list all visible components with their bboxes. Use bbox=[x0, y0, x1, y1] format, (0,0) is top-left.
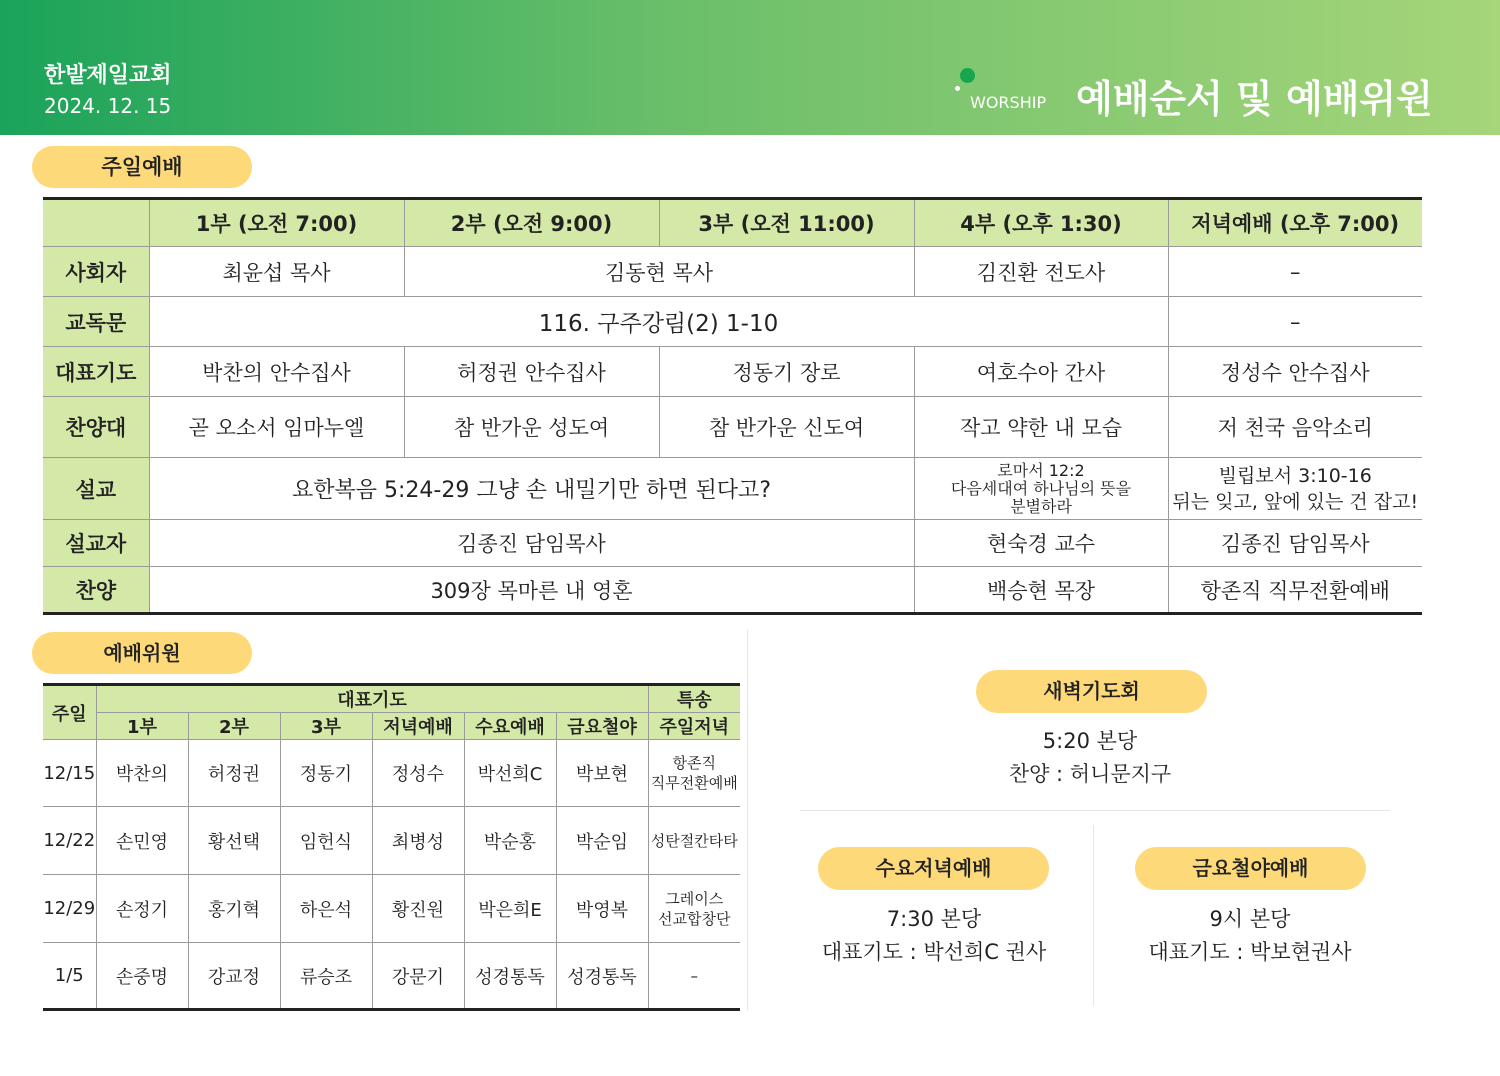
cell: 박선희C bbox=[464, 740, 556, 807]
cell: 홍기혁 bbox=[188, 875, 280, 943]
row-label-reading: 교독문 bbox=[43, 297, 149, 347]
row-date: 12/29 bbox=[43, 875, 96, 943]
sermon-5-line-2: 뒤는 잊고, 앞에 있는 건 잡고! bbox=[1172, 490, 1419, 513]
header-sunday: 주일 bbox=[43, 685, 96, 740]
preacher-cell: 김종진 담임목사 bbox=[1168, 520, 1422, 567]
header-prayer: 대표기도 bbox=[96, 685, 648, 713]
friday-line-1: 9시 본당 bbox=[1209, 907, 1291, 931]
preacher-cell: 현숙경 교수 bbox=[914, 520, 1168, 567]
row-label-prayer: 대표기도 bbox=[43, 347, 149, 397]
sermon-4-line-1: 로마서 12:2 bbox=[997, 460, 1085, 480]
cell: 최병성 bbox=[372, 807, 464, 875]
special-line-2: 직무전환예배 bbox=[650, 774, 738, 792]
cell: 임헌식 bbox=[280, 807, 372, 875]
cell: 성경통독 bbox=[556, 943, 648, 1010]
cell: 박영복 bbox=[556, 875, 648, 943]
special-cell bbox=[648, 875, 740, 943]
table-row bbox=[43, 943, 740, 1010]
cell: 강문기 bbox=[372, 943, 464, 1010]
table-row bbox=[43, 875, 740, 943]
table-row bbox=[43, 740, 740, 807]
sub-header: 수요예배 bbox=[464, 713, 556, 740]
prayer-cell: 정동기 장로 bbox=[659, 347, 914, 397]
choir-cell: 참 반가운 신도여 bbox=[659, 397, 914, 458]
presider-cell: 최윤섭 목사 bbox=[149, 247, 404, 297]
wednesday-info bbox=[784, 903, 1084, 969]
sunday-worship-table bbox=[43, 197, 1422, 615]
row-label-sermon: 설교 bbox=[43, 458, 149, 520]
choir-cell: 작고 약한 내 모습 bbox=[914, 397, 1168, 458]
special-cell bbox=[648, 807, 740, 875]
col-header-3: 3부 (오전 11:00) bbox=[659, 199, 914, 247]
cell: 허정권 bbox=[188, 740, 280, 807]
green-dot-icon bbox=[960, 68, 975, 83]
cell: 황진원 bbox=[372, 875, 464, 943]
sunday-worship-pill: 주일예배 bbox=[32, 146, 252, 188]
header-banner bbox=[0, 0, 1500, 135]
friday-info bbox=[1100, 903, 1400, 969]
cell: 황선택 bbox=[188, 807, 280, 875]
cell: 손민영 bbox=[96, 807, 188, 875]
dawn-prayer-pill: 새벽기도회 bbox=[976, 670, 1207, 713]
special-line-1: 성탄절칸타타 bbox=[650, 831, 738, 850]
col-header-1: 1부 (오전 7:00) bbox=[149, 199, 404, 247]
sub-header: 1부 bbox=[96, 713, 188, 740]
cell: 하은석 bbox=[280, 875, 372, 943]
worship-staff-table bbox=[43, 683, 740, 1011]
choir-cell: 저 천국 음악소리 bbox=[1168, 397, 1422, 458]
dawn-line-1: 5:20 본당 bbox=[1042, 729, 1138, 753]
church-name: 한밭제일교회 bbox=[44, 63, 172, 88]
hymn-cell: 309장 목마른 내 영혼 bbox=[149, 567, 914, 614]
choir-cell: 곧 오소서 임마누엘 bbox=[149, 397, 404, 458]
corner-cell bbox=[43, 199, 149, 247]
cell: 박보현 bbox=[556, 740, 648, 807]
bulletin-date: 2024. 12. 15 bbox=[44, 94, 172, 118]
cell: 성경통독 bbox=[464, 943, 556, 1010]
hymn-cell: 항존직 직무전환예배 bbox=[1168, 567, 1422, 614]
wednesday-worship-pill: 수요저녁예배 bbox=[818, 847, 1049, 890]
sermon-4-line-2: 다음세대여 하나님의 뜻을 bbox=[950, 478, 1132, 498]
cell: 박찬의 bbox=[96, 740, 188, 807]
row-label-preacher: 설교자 bbox=[43, 520, 149, 567]
cell: 박순임 bbox=[556, 807, 648, 875]
cell: 정성수 bbox=[372, 740, 464, 807]
cell: 박순홍 bbox=[464, 807, 556, 875]
hymn-cell: 백승현 목장 bbox=[914, 567, 1168, 614]
col-header-4: 4부 (오후 1:30) bbox=[914, 199, 1168, 247]
row-date: 12/15 bbox=[43, 740, 96, 807]
col-header-2: 2부 (오전 9:00) bbox=[404, 199, 659, 247]
white-dot-icon bbox=[955, 86, 960, 91]
sermon-cell: 요한복음 5:24-29 그냥 손 내밀기만 하면 된다고? bbox=[149, 458, 914, 520]
friday-line-2: 대표기도 : 박보현권사 bbox=[1148, 940, 1352, 964]
row-label-presider: 사회자 bbox=[43, 247, 149, 297]
friday-worship-pill: 금요철야예배 bbox=[1135, 847, 1366, 890]
wednesday-line-2: 대표기도 : 박선희C 권사 bbox=[821, 940, 1047, 964]
cell: 강교정 bbox=[188, 943, 280, 1010]
cell: 정동기 bbox=[280, 740, 372, 807]
sermon-5-line-1: 빌립보서 3:10-16 bbox=[1218, 464, 1372, 487]
reading-cell: – bbox=[1168, 297, 1422, 347]
dawn-line-2: 찬양 : 허니문지구 bbox=[1008, 762, 1172, 786]
sub-header: 3부 bbox=[280, 713, 372, 740]
worship-label: WORSHIP bbox=[970, 93, 1047, 112]
vertical-divider bbox=[1093, 825, 1094, 1005]
cell: 손정기 bbox=[96, 875, 188, 943]
sub-header: 2부 bbox=[188, 713, 280, 740]
presider-cell: 김동현 목사 bbox=[404, 247, 914, 297]
vertical-divider bbox=[747, 630, 748, 1010]
page-title: 예배순서 및 예배위원 bbox=[1076, 77, 1433, 121]
sermon-cell-5 bbox=[1168, 458, 1422, 520]
presider-cell: – bbox=[1168, 247, 1422, 297]
cell: 류승조 bbox=[280, 943, 372, 1010]
special-line-1: – bbox=[690, 966, 698, 985]
presider-cell: 김진환 전도사 bbox=[914, 247, 1168, 297]
special-line-1: 항존직 bbox=[672, 754, 716, 772]
row-label-hymn: 찬양 bbox=[43, 567, 149, 614]
choir-cell: 참 반가운 성도여 bbox=[404, 397, 659, 458]
prayer-cell: 박찬의 안수집사 bbox=[149, 347, 404, 397]
special-line-1: 그레이스 bbox=[665, 889, 724, 908]
reading-cell: 116. 구주강림(2) 1-10 bbox=[149, 297, 1168, 347]
preacher-cell: 김종진 담임목사 bbox=[149, 520, 914, 567]
sub-header: 주일저녁 bbox=[648, 713, 740, 740]
horizontal-divider bbox=[800, 810, 1390, 811]
col-header-5: 저녁예배 (오후 7:00) bbox=[1168, 199, 1422, 247]
row-label-choir: 찬양대 bbox=[43, 397, 149, 458]
prayer-cell: 허정권 안수집사 bbox=[404, 347, 659, 397]
row-date: 1/5 bbox=[43, 943, 96, 1010]
row-date: 12/22 bbox=[43, 807, 96, 875]
worship-staff-pill: 예배위원 bbox=[32, 632, 252, 674]
special-line-2: 선교합창단 bbox=[658, 909, 731, 928]
cell: 손중명 bbox=[96, 943, 188, 1010]
wednesday-line-1: 7:30 본당 bbox=[886, 907, 982, 931]
sub-header: 금요철야 bbox=[556, 713, 648, 740]
dawn-prayer-info bbox=[940, 725, 1240, 791]
table-row bbox=[43, 807, 740, 875]
special-cell bbox=[648, 740, 740, 807]
header-special: 특송 bbox=[648, 685, 740, 713]
cell: 박은희E bbox=[464, 875, 556, 943]
sermon-cell-4 bbox=[914, 458, 1168, 520]
special-cell bbox=[648, 943, 740, 1010]
sub-header: 저녁예배 bbox=[372, 713, 464, 740]
sermon-4-line-3: 분별하라 bbox=[1010, 496, 1072, 516]
prayer-cell: 정성수 안수집사 bbox=[1168, 347, 1422, 397]
prayer-cell: 여호수아 간사 bbox=[914, 347, 1168, 397]
